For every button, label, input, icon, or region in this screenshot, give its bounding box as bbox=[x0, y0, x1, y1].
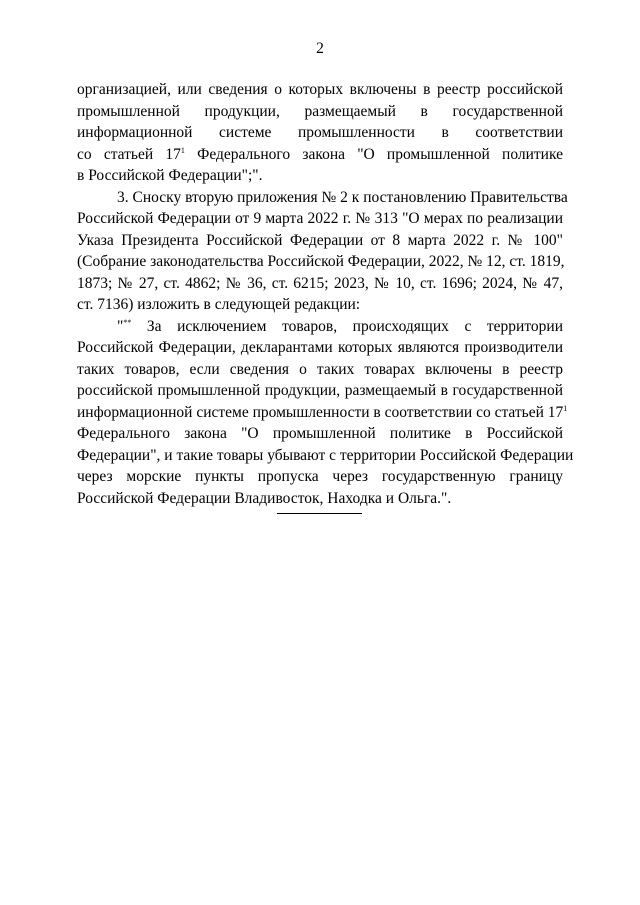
paragraph-start-line: "** За исключением товаров, происходящих с территории bbox=[117, 317, 563, 335]
text-line: Российской Федерации Владивосток, Находка и Ольга.". bbox=[77, 489, 452, 507]
document-body bbox=[77, 79, 574, 509]
text-line: Российской Федерации от 9 марта 2022 г. № 313 "О мерах по реализации bbox=[77, 210, 563, 227]
paragraph-start-line: 3. Сноску вторую приложения № 2 к постановлению Правительства bbox=[117, 188, 568, 206]
text-line: 1873; № 27, ст. 4862; № 36, ст. 6215; 2023, № 10, ст. 1696; 2024, № 47, bbox=[77, 274, 563, 292]
text-line: Российской Федерации, декларантами которых являются производители bbox=[77, 339, 563, 356]
text-line: информационной системе промышленности в соответствии со статьей $17^1$ bbox=[77, 403, 568, 421]
text-line: организацией, или сведения о которых включены в реестр российской bbox=[77, 81, 563, 98]
text-line: в Российской Федерации";". bbox=[77, 167, 263, 184]
closing-divider-line bbox=[277, 513, 362, 514]
text-line: таких товаров, если сведения о таких товарах включены в реестр bbox=[77, 360, 563, 378]
text-line: Указа Президента Российской Федерации от 8 марта 2022 г. № 100" bbox=[77, 231, 563, 249]
text-line: (Собрание законодательства Российской Федерации, 2022, № 12, ст. 1819, bbox=[77, 253, 565, 270]
text-line: информационной системе промышленности в соответствии bbox=[77, 124, 563, 141]
text-line: промышленной продукции, размещаемый в государственной bbox=[77, 102, 563, 120]
superscript: ** bbox=[123, 317, 132, 327]
superscript: 1 bbox=[180, 145, 185, 155]
text-line: Федерации", и такие товары убывают с территории Российской Федерации bbox=[77, 446, 574, 464]
text-line: через морские пункты пропуска через государственную границу bbox=[77, 468, 563, 485]
text-line: ст. 7136) изложить в следующей редакции: bbox=[77, 296, 361, 313]
page-number: 2 bbox=[316, 40, 324, 57]
text-line: российской промышленной продукции, размещаемый в государственной bbox=[77, 382, 563, 399]
superscript: 1 bbox=[563, 403, 568, 413]
text-line: Федерального закона "О промышленной политике в Российской bbox=[77, 425, 563, 442]
text-line: со статьей $17^1$ Федерального закона "О промышленной политике bbox=[77, 145, 564, 163]
